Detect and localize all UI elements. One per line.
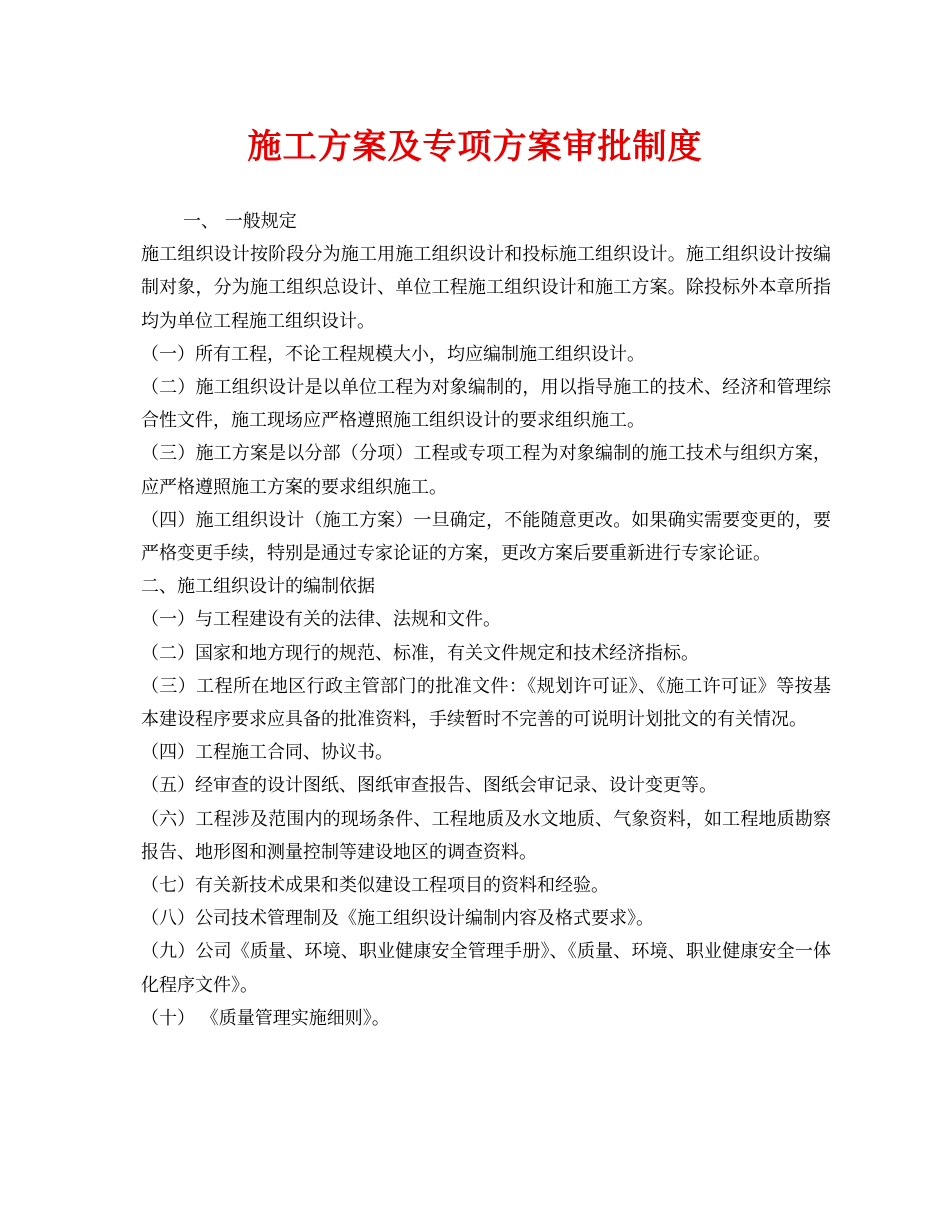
list-item-basis-3: （三）工程所在地区行政主管部门的批准文件：《规划许可证》、《施工许可证》等按基本建设程序要求应具备的批准资料，手续暂时不完善的可说明计划批文的有关情况。 [141, 675, 831, 731]
document-title: 施工方案及专项方案审批制度 [247, 127, 703, 167]
list-item-general-1: （一）所有工程，不论工程规模大小，均应编制施工组织设计。 [141, 343, 645, 365]
list-item-basis-7: （七）有关新技术成果和类似建设工程项目的资料和经验。 [141, 875, 609, 897]
list-item-basis-6: （六）工程涉及范围内的现场条件、工程地质及水文地质、气象资料，如工程地质勘察报告、地形图和测量控制等建设地区的调查资料。 [141, 808, 831, 863]
list-item-general-4: （四）施工组织设计（施工方案）一旦确定，不能随意更改。如果确实需要变更的，要严格变更手续，特别是通过专家论证的方案，更改方案后要重新进行专家论证。 [141, 509, 831, 565]
section-heading-basis: 二、施工组织设计的编制依据 [141, 576, 375, 598]
list-item-basis-4: （四）工程施工合同、协议书。 [141, 742, 393, 764]
list-item-general-2: （二）施工组织设计是以单位工程为对象编制的，用以指导施工的技术、经济和管理综合性文件，施工现场应严格遵照施工组织设计的要求组织施工。 [141, 377, 831, 432]
list-item-general-3: （三）施工方案是以分部（分项）工程或专项工程为对象编制的施工技术与组织方案，应严格遵照施工方案的要求组织施工。 [141, 443, 831, 498]
list-item-basis-1: （一）与工程建设有关的法律、法规和文件。 [141, 609, 501, 631]
list-item-basis-2: （二）国家和地方现行的规范、标准，有关文件规定和技术经济指标。 [141, 642, 699, 664]
paragraph-intro: 施工组织设计按阶段分为施工用施工组织设计和投标施工组织设计。施工组织设计按编制对象，分为施工组织总设计、单位工程施工组织设计和施工方案。除投标外本章所指均为单位工程施工组织设计。 [141, 244, 831, 332]
list-item-basis-5: （五）经审查的设计图纸、图纸审查报告、图纸会审记录、设计变更等。 [141, 775, 717, 797]
document-body [141, 205, 831, 1035]
list-item-basis-8: （八）公司技术管理制及《施工组织设计编制内容及格式要求》。 [141, 908, 654, 930]
list-item-basis-10: （十） 《质量管理实施细则》。 [141, 1007, 390, 1029]
list-item-basis-9: （九）公司《质量、环境、职业健康安全管理手册》、《质量、环境、职业健康安全一体化程序文件》。 [141, 941, 831, 996]
section-heading-general: 一、 一般规定 [183, 211, 297, 232]
